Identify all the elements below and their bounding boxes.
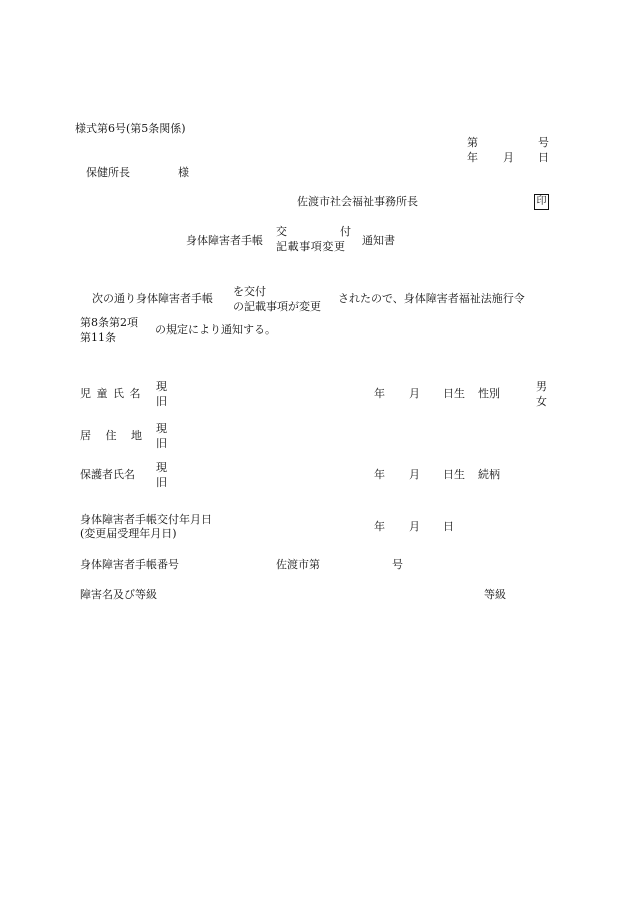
gender-male: 男 (536, 380, 547, 393)
guardian-birth-month: 月 (409, 468, 420, 481)
body-line1-end: されたので、身体障害者福祉法施行令 (338, 292, 525, 305)
issue-date-note: (変更届受理年月日) (80, 527, 177, 540)
relation-label: 続柄 (478, 468, 500, 481)
residence-current-marker: 現 (156, 422, 167, 435)
sender-name: 佐渡市社会福祉事務所長 (297, 195, 418, 208)
gender-label: 性別 (478, 387, 500, 400)
residence-label: 居 住 地 (80, 429, 142, 442)
child-former-marker: 旧 (156, 395, 167, 408)
guardian-former-marker: 旧 (156, 476, 167, 489)
doc-number-dai: 第 (467, 136, 478, 149)
issue-date-day: 日 (443, 520, 454, 533)
body-choice-bottom: の記載事項が変更 (233, 300, 321, 313)
book-number-suffix: 号 (392, 558, 403, 571)
notice-option-koufu-1: 交 (276, 225, 287, 238)
notice-title-suffix: 通知書 (362, 234, 395, 247)
issue-date-month: 月 (409, 520, 420, 533)
notice-title-prefix: 身体障害者手帳 (186, 234, 263, 247)
seal-stamp: 印 (534, 194, 549, 210)
body-article-a: 第8条第2項 (80, 316, 138, 329)
guardian-birth-day: 日生 (443, 468, 465, 481)
notice-option-koufu-2: 付 (340, 225, 351, 238)
body-line1-start: 次の通り身体障害者手帳 (92, 292, 213, 305)
book-number-prefix: 佐渡市第 (276, 558, 320, 571)
addressee-sama: 様 (178, 166, 189, 179)
date-month: 月 (503, 151, 514, 164)
gender-female: 女 (536, 395, 547, 408)
form-number-title: 様式第6号(第5条関係) (75, 122, 186, 135)
child-birth-month: 月 (409, 387, 420, 400)
guardian-current-marker: 現 (156, 461, 167, 474)
issue-date-label: 身体障害者手帳交付年月日 (80, 513, 212, 526)
issue-date-year: 年 (374, 520, 385, 533)
child-birth-day: 日生 (443, 387, 465, 400)
grade-label: 等級 (484, 588, 506, 601)
guardian-birth-year: 年 (374, 468, 385, 481)
doc-number-go: 号 (538, 136, 549, 149)
body-article-b: 第11条 (80, 331, 116, 344)
notice-option-henkou: 記載事項変更 (276, 240, 346, 253)
date-day: 日 (538, 151, 549, 164)
book-number-label: 身体障害者手帳番号 (80, 558, 179, 571)
residence-former-marker: 旧 (156, 437, 167, 450)
guardian-name-label: 保護者氏名 (80, 468, 135, 481)
child-current-marker: 現 (156, 380, 167, 393)
disability-label: 障害名及び等級 (80, 588, 157, 601)
child-birth-year: 年 (374, 387, 385, 400)
body-line2-end: の規定により通知する。 (155, 323, 276, 336)
addressee-label: 保健所長 (86, 166, 130, 179)
child-name-label: 児 童 氏 名 (80, 387, 142, 400)
date-year: 年 (467, 151, 478, 164)
body-choice-top: を交付 (233, 285, 266, 298)
